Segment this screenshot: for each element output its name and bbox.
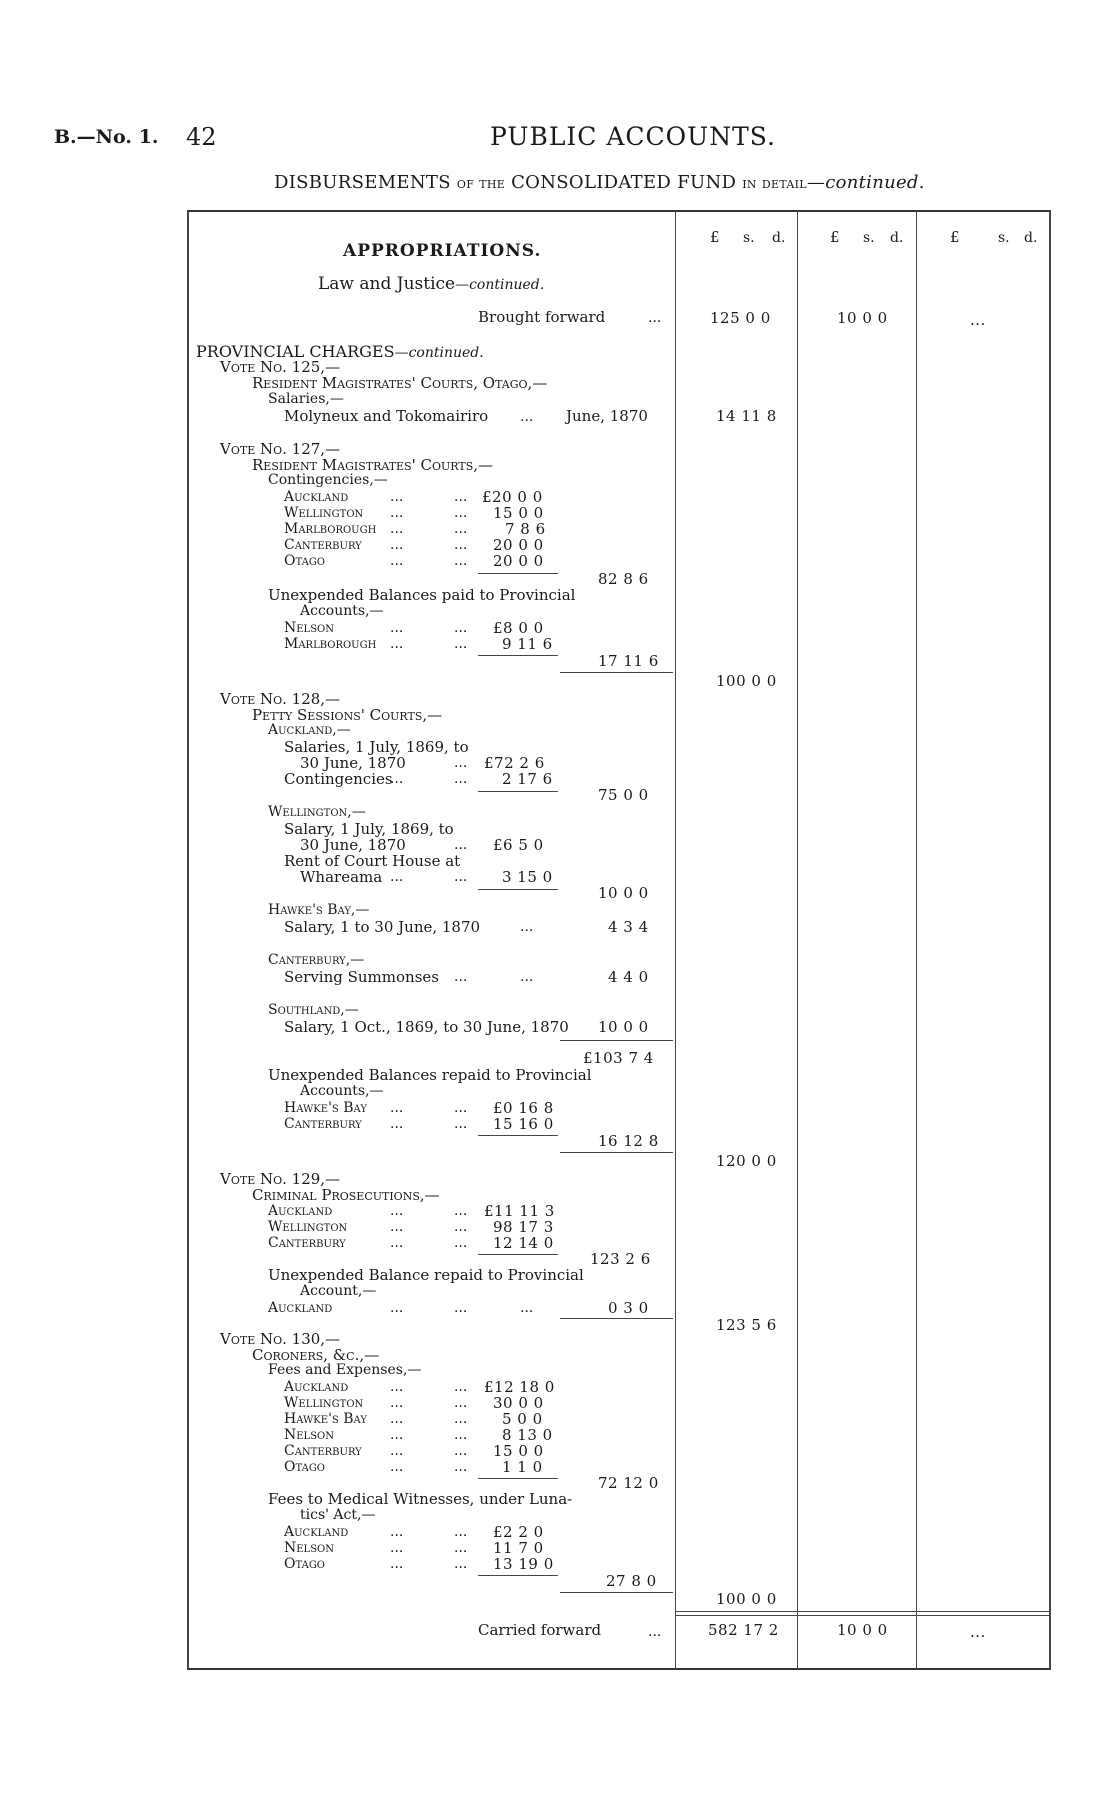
vote128-salaries-line2: 30 June, 1870 [300, 754, 406, 772]
vote130-row-amount: 30 0 0 [493, 1394, 544, 1412]
vote130-row-dots: ... [390, 1411, 404, 1427]
vote127-row-name: Auckland [284, 489, 349, 505]
vote130-row-dots: ... [390, 1427, 404, 1443]
column-divider-1 [675, 210, 676, 1670]
vote130-row-amount: 1 1 0 [502, 1458, 543, 1476]
vote127-row-amount: 20 0 0 [493, 536, 544, 554]
col1-shilling-header: s. [743, 230, 755, 246]
vote130-medical-dots: ... [390, 1540, 404, 1556]
vote125-salaries: Salaries,— [268, 391, 344, 407]
vote130-medical-amount: 11 7 0 [493, 1539, 544, 1557]
vote127-row-amount: 7 8 6 [505, 520, 546, 538]
vote127-unexp-amount: £8 0 0 [493, 619, 544, 637]
vote127-row-amount: 20 0 0 [493, 552, 544, 570]
vote128-wellington-total: 10 0 0 [598, 884, 649, 902]
vote125-label: Vote No. 125,— [220, 358, 341, 376]
vote127-court: Resident Magistrates' Courts,— [252, 456, 494, 474]
subtitle-of-the: of the [456, 174, 506, 192]
vote129-row-name: Auckland [268, 1203, 333, 1219]
vote127-row-dots: ... [390, 521, 404, 537]
table-top-border [187, 210, 1051, 212]
vote128-w-rent-amount: 3 15 0 [502, 868, 553, 886]
vote127-row-dots: ... [454, 489, 468, 505]
table-right-border [1049, 210, 1051, 1670]
vote127-unexp-name: Nelson [284, 620, 334, 636]
vote125-dots: ... [520, 409, 534, 425]
subtitle-fund: CONSOLIDATED FUND [511, 172, 737, 193]
vote128-unexp-dots: ... [454, 1116, 468, 1132]
vote130-row-dots: ... [454, 1443, 468, 1459]
vote128-auckland: Auckland,— [268, 722, 351, 738]
rule [675, 1611, 1049, 1612]
vote130-row-amount: 15 0 0 [493, 1442, 544, 1460]
vote128-unexp-amount: £0 16 8 [493, 1099, 554, 1117]
rule [560, 1318, 673, 1319]
rule [560, 672, 673, 673]
vote127-row-dots: ... [390, 505, 404, 521]
col3-pound-header: £ [950, 228, 960, 246]
vote127-total: 100 0 0 [716, 672, 777, 690]
vote130-row-dots: ... [454, 1379, 468, 1395]
vote130-medical-name: Nelson [284, 1540, 334, 1556]
vote130-medical-line2: tics' Act,— [300, 1507, 376, 1523]
vote130-row-dots: ... [390, 1459, 404, 1475]
vote128-dots: ... [454, 869, 468, 885]
rule [560, 1040, 673, 1041]
brought-forward-dots: ... [648, 310, 662, 326]
vote128-southland: Southland,— [268, 1002, 359, 1018]
col1-pound-header: £ [710, 228, 720, 246]
vote128-sum: £103 7 4 [583, 1049, 654, 1067]
vote127-row-name: Canterbury [284, 537, 362, 553]
col2-pence-header: d. [890, 230, 904, 246]
col1-pence-header: d. [772, 230, 786, 246]
vote129-dots: ... [454, 1300, 468, 1316]
provincial-text: PROVINCIAL CHARGES [196, 342, 395, 361]
brought-forward-label: Brought forward [478, 308, 606, 326]
vote127-contingencies: Contingencies,— [268, 472, 388, 488]
vote130-row-dots: ... [390, 1379, 404, 1395]
vote130-medical-dots: ... [454, 1540, 468, 1556]
vote127-accounts: Accounts,— [300, 603, 384, 619]
vote130-label: Vote No. 130,— [220, 1330, 341, 1348]
vote128-dots: ... [390, 771, 404, 787]
brought-forward-col3: ... [970, 311, 986, 329]
carried-forward-col2: 10 0 0 [837, 1621, 888, 1639]
vote130-medical-name: Otago [284, 1556, 326, 1572]
vote125-amount: 14 11 8 [716, 407, 777, 425]
vote129-row-name: Wellington [268, 1219, 348, 1235]
vote130-row-dots: ... [454, 1395, 468, 1411]
vote128-unexp-dots: ... [390, 1100, 404, 1116]
vote130-head: Coroners, &c.,— [252, 1346, 380, 1364]
vote130-medical-line1: Fees to Medical Witnesses, under Luna- [268, 1490, 573, 1508]
vote129-row-name: Canterbury [268, 1235, 346, 1251]
table-bottom-border [187, 1668, 1051, 1670]
vote127-row-name: Marlborough [284, 521, 377, 537]
carried-forward-dots: ... [648, 1624, 662, 1640]
vote128-total: 120 0 0 [716, 1152, 777, 1170]
col2-pound-header: £ [830, 228, 840, 246]
vote127-label: Vote No. 127,— [220, 440, 341, 458]
vote128-contingencies: Contingencies [284, 770, 393, 788]
vote130-medical-dots: ... [390, 1524, 404, 1540]
vote128-w-salary-amount: £6 5 0 [493, 836, 544, 854]
vote130-row-name: Wellington [284, 1395, 364, 1411]
vote128-contingencies-amount: 2 17 6 [502, 770, 553, 788]
column-divider-2 [797, 210, 798, 1670]
vote127-row-dots: ... [454, 553, 468, 569]
vote127-row-dots: ... [390, 489, 404, 505]
vote128-unexp-amount: 15 16 0 [493, 1115, 554, 1133]
subtitle-suffix: —continued. [806, 172, 925, 193]
vote130-row-dots: ... [454, 1459, 468, 1475]
vote127-row-dots: ... [454, 505, 468, 521]
brought-forward-col2: 10 0 0 [837, 309, 888, 327]
vote128-w-rent-line1: Rent of Court House at [284, 852, 461, 870]
vote129-row-dots: ... [390, 1203, 404, 1219]
vote127-row-dots: ... [390, 553, 404, 569]
vote130-fees: Fees and Expenses,— [268, 1362, 422, 1378]
vote130-row-dots: ... [390, 1443, 404, 1459]
page-title: PUBLIC ACCOUNTS. [490, 122, 776, 151]
vote128-dots: ... [454, 969, 468, 985]
vote129-dots: ... [520, 1300, 534, 1316]
vote128-w-salary-line2: 30 June, 1870 [300, 836, 406, 854]
table-left-border [187, 210, 189, 1670]
page-number: 42 [186, 123, 217, 151]
carried-forward-col3: ... [970, 1623, 986, 1641]
appropriations-heading: APPROPRIATIONS. [343, 241, 542, 261]
vote130-medical-name: Auckland [284, 1524, 349, 1540]
vote129-unexp-amount: 0 3 0 [608, 1299, 649, 1317]
vote128-salaries-line1: Salaries, 1 July, 1869, to [284, 738, 469, 756]
col3-pence-header: d. [1024, 230, 1038, 246]
vote130-row-dots: ... [454, 1411, 468, 1427]
vote127-row-name: Otago [284, 553, 326, 569]
rule [478, 791, 558, 792]
carried-forward-label: Carried forward [478, 1621, 602, 1639]
vote127-row-amount: 15 0 0 [493, 504, 544, 522]
vote130-row-dots: ... [454, 1427, 468, 1443]
vote130-row-name: Otago [284, 1459, 326, 1475]
carried-forward-col1: 582 17 2 [708, 1621, 779, 1639]
vote129-head: Criminal Prosecutions,— [252, 1186, 440, 1204]
vote130-medical-amount: £2 2 0 [493, 1523, 544, 1541]
rule [478, 655, 558, 656]
vote130-total: 100 0 0 [716, 1590, 777, 1608]
rule [675, 1615, 1049, 1616]
rule [478, 1575, 558, 1576]
rule [478, 889, 558, 890]
vote128-court: Petty Sessions' Courts,— [252, 706, 443, 724]
rule [478, 1135, 558, 1136]
vote130-row-name: Hawke's Bay [284, 1411, 367, 1427]
vote129-row-amount: 98 17 3 [493, 1218, 554, 1236]
vote130-row-amount: 8 13 0 [502, 1426, 553, 1444]
vote127-unexp-subtotal: 17 11 6 [598, 652, 659, 670]
vote130-medical-dots: ... [390, 1556, 404, 1572]
vote130-row-amount: 5 0 0 [502, 1410, 543, 1428]
vote127-unexp-dots: ... [454, 620, 468, 636]
rule [478, 1478, 558, 1479]
vote128-unexp-name: Hawke's Bay [284, 1100, 367, 1116]
vote125-item: Molyneux and Tokomairiro [284, 407, 489, 425]
vote128-dots: ... [390, 869, 404, 885]
vote128-hawkes-salary: Salary, 1 to 30 June, 1870 [284, 918, 481, 936]
vote128-unexp-dots: ... [454, 1100, 468, 1116]
vote130-row-name: Auckland [284, 1379, 349, 1395]
subheading-suffix: —continued. [455, 277, 545, 293]
col2-shilling-header: s. [863, 230, 875, 246]
vote127-unexp-dots: ... [390, 636, 404, 652]
vote128-salaries-amount: £72 2 6 [484, 754, 545, 772]
vote128-dots: ... [454, 837, 468, 853]
vote128-unexpended: Unexpended Balances repaid to Provincial [268, 1066, 592, 1084]
column-divider-3 [916, 210, 917, 1670]
vote129-unexp-name: Auckland [268, 1300, 333, 1316]
vote128-unexp-subtotal: 16 12 8 [598, 1132, 659, 1150]
vote128-canterbury-amount: 4 4 0 [608, 968, 649, 986]
subtitle-in-detail: in detail [742, 174, 807, 192]
vote127-unexp-dots: ... [390, 620, 404, 636]
vote130-medical-dots: ... [454, 1524, 468, 1540]
vote129-row-dots: ... [454, 1219, 468, 1235]
vote128-wellington: Wellington,— [268, 804, 366, 820]
vote130-medical-amount: 13 19 0 [493, 1555, 554, 1573]
vote128-unexp-name: Canterbury [284, 1116, 362, 1132]
brought-forward-col1: 125 0 0 [710, 309, 771, 327]
rule [560, 1592, 673, 1593]
vote127-unexp-dots: ... [454, 636, 468, 652]
vote130-row-name: Nelson [284, 1427, 334, 1443]
vote127-unexp-name: Marlborough [284, 636, 377, 652]
vote128-canterbury-item: Serving Summonses [284, 968, 439, 986]
rule [560, 1152, 673, 1153]
vote129-row-dots: ... [454, 1235, 468, 1251]
vote130-row-dots: ... [390, 1395, 404, 1411]
vote130-subtotal: 72 12 0 [598, 1474, 659, 1492]
vote128-w-rent-line2: Whareama [300, 868, 383, 886]
subheading-text: Law and Justice [318, 274, 456, 294]
vote128-dots: ... [520, 919, 534, 935]
vote128-auckland-total: 75 0 0 [598, 786, 649, 804]
vote130-medical-dots: ... [454, 1556, 468, 1572]
vote129-row-dots: ... [390, 1219, 404, 1235]
vote129-row-amount: £11 11 3 [484, 1202, 555, 1220]
vote130-row-name: Canterbury [284, 1443, 362, 1459]
vote125-court: Resident Magistrates' Courts, Otago,— [252, 374, 548, 392]
law-justice-subheading [318, 274, 544, 294]
vote127-unexp-amount: 9 11 6 [502, 635, 553, 653]
page-subtitle [274, 172, 925, 193]
vote128-southland-amount: 10 0 0 [598, 1018, 649, 1036]
vote128-unexp-dots: ... [390, 1116, 404, 1132]
vote129-total: 123 5 6 [716, 1316, 777, 1334]
vote129-unexpended: Unexpended Balance repaid to Provincial [268, 1266, 584, 1284]
vote128-dots: ... [454, 755, 468, 771]
vote129-row-dots: ... [390, 1235, 404, 1251]
vote129-account: Account,— [300, 1283, 377, 1299]
vote129-dots: ... [390, 1300, 404, 1316]
vote128-dots: ... [454, 771, 468, 787]
vote130-medical-subtotal: 27 8 0 [606, 1572, 657, 1590]
vote129-row-dots: ... [454, 1203, 468, 1219]
vote127-unexpended: Unexpended Balances paid to Provincial [268, 586, 576, 604]
rule [478, 573, 558, 574]
vote127-row-name: Wellington [284, 505, 364, 521]
vote128-dots: ... [520, 969, 534, 985]
vote128-w-salary-line1: Salary, 1 July, 1869, to [284, 820, 454, 838]
provincial-suffix: —continued. [394, 345, 484, 361]
vote129-subtotal: 123 2 6 [590, 1250, 651, 1268]
vote128-label: Vote No. 128,— [220, 690, 341, 708]
subtitle-prefix: DISBURSEMENTS [274, 172, 451, 193]
document-reference: B.—No. 1. [54, 126, 159, 148]
vote128-southland-item: Salary, 1 Oct., 1869, to 30 June, 1870 [284, 1018, 569, 1036]
vote127-row-dots: ... [454, 537, 468, 553]
vote127-row-amount: £20 0 0 [482, 488, 543, 506]
vote130-row-amount: £12 18 0 [484, 1378, 555, 1396]
vote128-hawkes-amount: 4 3 4 [608, 918, 649, 936]
vote128-hawkes: Hawke's Bay,— [268, 902, 370, 918]
vote127-subtotal: 82 8 6 [598, 570, 649, 588]
vote127-row-dots: ... [390, 537, 404, 553]
vote125-date: June, 1870 [566, 407, 648, 425]
rule [478, 1254, 558, 1255]
vote129-label: Vote No. 129,— [220, 1170, 341, 1188]
vote127-row-dots: ... [454, 521, 468, 537]
vote129-row-amount: 12 14 0 [493, 1234, 554, 1252]
vote128-canterbury: Canterbury,— [268, 952, 365, 968]
col3-shilling-header: s. [998, 230, 1010, 246]
vote128-accounts: Accounts,— [300, 1083, 384, 1099]
